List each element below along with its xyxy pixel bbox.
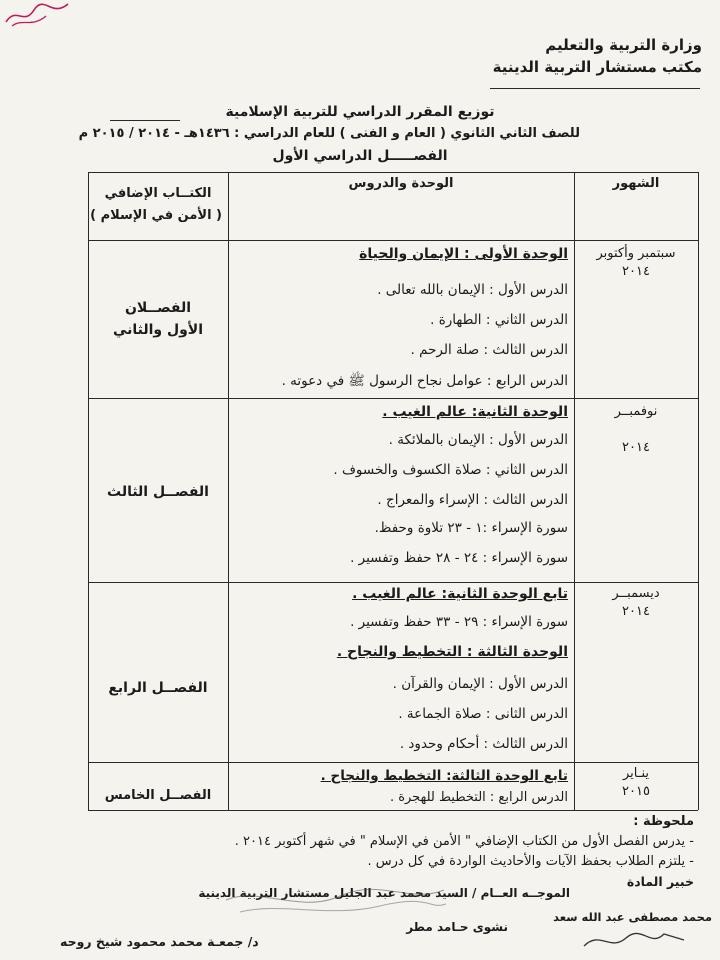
row2-surah-2: سورة الإسراء : ٢٤ - ٢٨ حفظ وتفسير .	[350, 550, 568, 566]
row1-book-chapters: الفصــلان	[124, 300, 192, 316]
row1-year: ٢٠١٤	[622, 264, 650, 279]
row4-month: ينـاير	[622, 766, 650, 781]
row2-lesson-3: الدرس الثالث : الإسراء والمعراج .	[377, 492, 568, 508]
note-2: - يلتزم الطلاب بحفظ الآيات والأحاديث الواردة في كل درس .	[367, 854, 694, 869]
row3-unit-continued: تابع الوحدة الثانية: عالم الغيب .	[352, 586, 568, 602]
row1-unit-title: الوحدة الأولى : الإيمان والحياة	[359, 246, 568, 262]
row1-book-chapters-names: الأول والثاني	[112, 322, 204, 338]
row3-unit-title: الوحدة الثالثة : التخطيط والنجاح .	[336, 644, 568, 660]
row3-lesson-3: الدرس الثالث : أحكام وحدود .	[399, 736, 568, 752]
header-book: الكتــاب الإضافي	[104, 186, 212, 201]
row1-lesson-4: الدرس الرابع : عوامل نجاح الرسول ﷺ في دعوته .	[281, 373, 568, 389]
row2-lesson-1: الدرس الأول : الإيمان بالملائكة .	[388, 432, 568, 448]
expert-3-name: د/ جمعـة محمد محمود شيخ روحه	[60, 934, 259, 949]
expert-1-name: محمد مصطفى عبد الله سعد	[553, 910, 712, 924]
header-months: الشهور	[612, 176, 660, 191]
header-units: الوحدة والدروس	[348, 176, 454, 191]
row3-year: ٢٠١٤	[622, 604, 650, 619]
row4-year: ٢٠١٥	[622, 784, 650, 799]
row2-year: ٢٠١٤	[622, 440, 650, 455]
row1-month: سبتمبر وأكتوبر	[596, 246, 676, 261]
row1-lesson-3: الدرس الثالث : صلة الرحم .	[410, 342, 568, 358]
ministry-name: وزارة التربية والتعليم	[545, 36, 702, 54]
row2-month: نوفمبــر	[614, 404, 658, 419]
row3-lesson-2: الدرس الثانى : صلاة الجماعة .	[398, 706, 568, 722]
row3-surah: سورة الإسراء : ٢٩ - ٣٣ حفظ وتفسير .	[350, 614, 568, 630]
row2-surah-1: سورة الإسراء :١ - ٢٣ تلاوة وحفظ.	[374, 520, 568, 536]
row3-month: ديسمبــر	[612, 586, 660, 601]
supervisor-signature: الموجــه العــام / السيد محمد عبد الجليل مستشار التربية الدينية	[198, 886, 570, 900]
semester-title: الفصـــــل الدراسي الأول	[272, 148, 448, 164]
corner-scribble	[2, 0, 72, 30]
row1-lesson-1: الدرس الأول : الإيمان بالله تعالى .	[377, 282, 568, 298]
row1-lesson-2: الدرس الثاني : الطهارة .	[430, 312, 568, 328]
row3-book-chapter: الفصــل الرابع	[108, 680, 208, 696]
row3-lesson-1: الدرس الأول : الإيمان والقرآن .	[392, 676, 568, 692]
doc-subtitle: للصف الثاني الثانوي ( العام و الفنى ) للعام الدراسي : ١٤٣٦هـ - ٢٠١٤ / ٢٠١٥ م	[78, 126, 580, 141]
row4-unit-continued: تابع الوحدة الثالثة: التخطيط والنجاح .	[320, 768, 568, 784]
doc-title: توزيع المقرر الدراسي للتربية الإسلامية	[225, 104, 495, 120]
signature-scribble-1	[580, 926, 690, 954]
header-book-subtitle: ( الأمن في الإسلام )	[90, 208, 222, 223]
row2-lesson-2: الدرس الثاني : صلاة الكسوف والخسوف .	[333, 462, 568, 478]
header-divider	[490, 88, 700, 89]
expert-2-name: نشوى حـامد مطر	[406, 920, 508, 934]
stamp-overlay	[220, 880, 450, 920]
notes-heading: ملحوظة :	[633, 814, 694, 829]
note-1: - يدرس الفصل الأول من الكتاب الإضافي " الأمن في الإسلام " في شهر أكتوبر ٢٠١٤ .	[234, 834, 694, 849]
title-dash	[110, 120, 180, 121]
row2-book-chapter: الفصــل الثالث	[107, 484, 209, 500]
expert-title: خبير المادة	[626, 874, 694, 889]
row4-book-chapter: الفصــل الخامس	[104, 788, 212, 803]
office-name: مكتب مستشار التربية الدينية	[492, 58, 702, 76]
row4-lesson-4: الدرس الرابع : التخطيط للهجرة .	[389, 790, 568, 805]
row2-unit-title: الوحدة الثانية: عالم الغيب .	[382, 404, 568, 420]
